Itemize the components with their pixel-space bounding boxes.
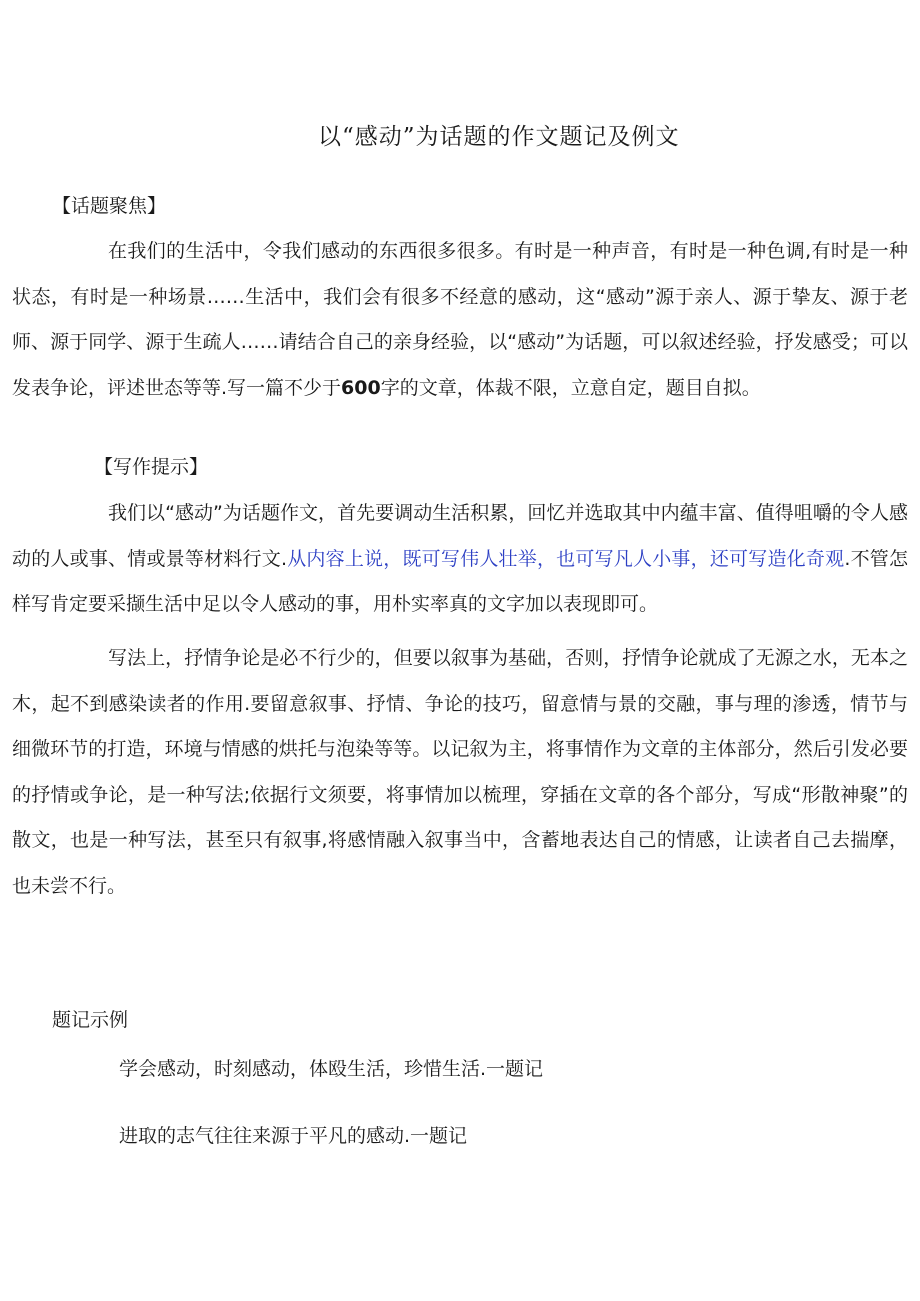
tips-heading: 【写作提示】 xyxy=(94,456,209,478)
focus-paragraph xyxy=(12,229,908,411)
tips-text-before: 我们以“感动”为话题作文，首先要调动生活积累，回忆并选取其中内蕴丰富、值得咀嚼的令人感动的人或事、情或景等材料行文. xyxy=(12,502,908,570)
example-item-2: 进取的志气往往来源于平凡的感动.一题记 xyxy=(119,1125,468,1147)
example-item-1: 学会感动，时刻感动，体殴生活，珍惜生活.一题记 xyxy=(119,1058,544,1080)
examples-heading: 题记示例 xyxy=(52,1009,129,1031)
tips-paragraph-1 xyxy=(12,491,908,628)
page-title: 以“感动”为话题的作文题记及例文 xyxy=(318,124,680,150)
tips-highlight-text: 从内容上说，既可写伟人壮举，也可写凡人小事，还可写造化奇观 xyxy=(287,547,845,570)
focus-text-after: 字的文章，体裁不限，立意自定，题目自拟。 xyxy=(380,376,761,399)
focus-heading: 【话题聚焦】 xyxy=(52,195,167,217)
word-count-number: 600 xyxy=(341,376,381,399)
tips-text-after: .不管怎样写肯定要采撷生活中足以令人感动的事，用朴实率真的文字加以表现即可。 xyxy=(12,547,908,615)
focus-text-before: 在我们的生活中，令我们感动的东西很多很多。有时是一种声音，有时是一种色调,有时是一种状态，有时是一种场景……生活中，我们会有很多不经意的感动，这“感动”源于亲人、源于挚友、源于老师、源于同学、源于生疏人……请结合自己的亲身经验，以“感动”为话题，可以叙述经验，抒发感受；可以发表争论，评述世态等等.写一篇不少于 xyxy=(12,240,908,399)
tips-paragraph-2: 写法上，抒情争论是必不行少的，但要以叙事为基础，否则，抒情争论就成了无源之水，无本之木，起不到感染读者的作用.要留意叙事、抒情、争论的技巧，留意情与景的交融，事与理的渗透，情节与细微环节的打造，环境与情感的烘托与泡染等等。以记叙为主，将事情作为文章的主体部分，然后引发必要的抒情或争论，是一种写法;依据行文须要，将事情加以梳理，穿插在文章的各个部分，写成“形散神聚”的散文，也是一种写法，甚至只有叙事,将感情融入叙事当中，含蓄地表达自己的情感，让读者自己去揣摩，也未尝不行。 xyxy=(12,647,908,897)
